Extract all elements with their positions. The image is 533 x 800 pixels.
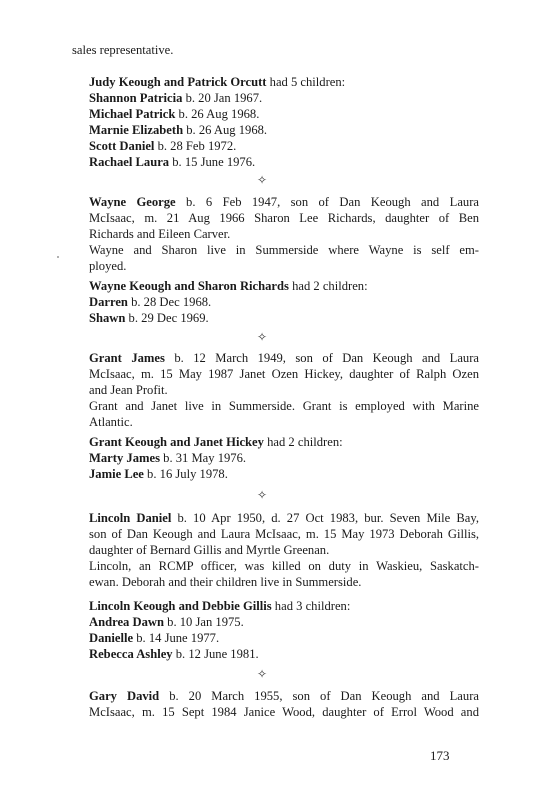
child-detail: b. 15 June 1976. bbox=[169, 155, 256, 169]
child-detail: b. 20 Jan 1967. bbox=[182, 91, 263, 105]
child-name: Marty James bbox=[89, 451, 160, 465]
child-name: Michael Patrick bbox=[89, 107, 176, 121]
child-detail: b. 14 June 1977. bbox=[133, 631, 220, 645]
bio-line: Lincoln Daniel b. 10 Apr 1950, d. 27 Oct 1983, bur. Seven Mile Bay, bbox=[89, 511, 479, 525]
parents-names: Judy Keough and Patrick Orcutt bbox=[89, 75, 267, 89]
family-heading bbox=[89, 278, 479, 294]
child-detail: b. 26 Aug 1968. bbox=[175, 107, 260, 121]
child-entry bbox=[89, 630, 479, 646]
parents-names: Lincoln Keough and Debbie Gillis bbox=[89, 599, 272, 613]
child-entry bbox=[89, 138, 479, 154]
child-name: Shannon Patricia bbox=[89, 91, 183, 105]
child-name: Rebecca Ashley bbox=[89, 647, 173, 661]
separator-ornament-icon: ✧ bbox=[257, 173, 268, 187]
family-heading bbox=[89, 434, 479, 450]
separator-ornament-icon: ✧ bbox=[257, 488, 268, 502]
child-name: Danielle bbox=[89, 631, 134, 645]
child-entry bbox=[89, 646, 479, 662]
children-count: had 5 children: bbox=[266, 75, 346, 89]
child-detail: b. 28 Dec 1968. bbox=[127, 295, 212, 309]
parents-names: Grant Keough and Janet Hickey bbox=[89, 435, 264, 449]
person-name: Lincoln Daniel bbox=[89, 511, 172, 525]
child-entry bbox=[89, 294, 479, 310]
note-line: ewan. Deborah and their children live in Summerside. bbox=[89, 575, 362, 589]
intro-text: sales representative. bbox=[72, 43, 174, 57]
bio-line: Wayne George b. 6 Feb 1947, son of Dan Keough and Laura bbox=[89, 195, 479, 209]
child-name: Rachael Laura bbox=[89, 155, 170, 169]
note-line: Grant and Janet live in Summerside. Grant is employed with Marine bbox=[89, 399, 479, 413]
person-name: Grant James bbox=[89, 351, 165, 365]
child-entry bbox=[89, 90, 479, 106]
bio-line: McIsaac, m. 15 Sept 1984 Janice Wood, daughter of Errol Wood and bbox=[89, 705, 479, 719]
page-speck bbox=[57, 256, 59, 258]
child-entry bbox=[89, 466, 479, 482]
child-name: Andrea Dawn bbox=[89, 615, 164, 629]
child-detail: b. 28 Feb 1972. bbox=[154, 139, 237, 153]
child-detail: b. 31 May 1976. bbox=[160, 451, 247, 465]
family-heading bbox=[89, 74, 479, 90]
person-name: Wayne George bbox=[89, 195, 176, 209]
separator-ornament-icon: ✧ bbox=[257, 667, 268, 681]
note-line: Wayne and Sharon live in Summerside where Wayne is self em- bbox=[89, 243, 479, 257]
child-entry bbox=[89, 450, 479, 466]
child-entry bbox=[89, 614, 479, 630]
bio-line: daughter of Bernard Gillis and Myrtle Greenan. bbox=[89, 543, 330, 557]
page-number: 173 bbox=[430, 748, 450, 763]
child-detail: b. 26 Aug 1968. bbox=[183, 123, 268, 137]
child-entry bbox=[89, 154, 479, 170]
child-name: Scott Daniel bbox=[89, 139, 155, 153]
children-count: had 3 children: bbox=[271, 599, 351, 613]
note-line: Atlantic. bbox=[89, 415, 133, 429]
bio-line: son of Dan Keough and Laura McIsaac, m. 15 May 1973 Deborah Gillis, bbox=[89, 527, 479, 541]
child-name: Marnie Elizabeth bbox=[89, 123, 184, 137]
children-count: had 2 children: bbox=[288, 279, 368, 293]
person-name: Gary David bbox=[89, 689, 160, 703]
family-heading bbox=[89, 598, 479, 614]
note-line: Lincoln, an RCMP officer, was killed on duty in Waskieu, Saskatch- bbox=[89, 559, 479, 573]
bio-line: Grant James b. 12 March 1949, son of Dan Keough and Laura bbox=[89, 351, 479, 365]
bio-line: Gary David b. 20 March 1955, son of Dan Keough and Laura bbox=[89, 689, 479, 703]
child-name: Darren bbox=[89, 295, 128, 309]
child-entry bbox=[89, 106, 479, 122]
separator-ornament-icon: ✧ bbox=[257, 330, 268, 344]
bio-line: McIsaac, m. 21 Aug 1966 Sharon Lee Richards, daughter of Ben bbox=[89, 211, 479, 225]
child-entry bbox=[89, 310, 479, 326]
child-detail: b. 16 July 1978. bbox=[143, 467, 228, 481]
bio-line: and Jean Profit. bbox=[89, 383, 168, 397]
parents-names: Wayne Keough and Sharon Richards bbox=[89, 279, 289, 293]
child-detail: b. 10 Jan 1975. bbox=[164, 615, 244, 629]
child-detail: b. 12 June 1981. bbox=[172, 647, 259, 661]
bio-line: McIsaac, m. 15 May 1987 Janet Ozen Hickey, daughter of Ralph Ozen bbox=[89, 367, 479, 381]
child-entry bbox=[89, 122, 479, 138]
child-name: Shawn bbox=[89, 311, 126, 325]
child-detail: b. 29 Dec 1969. bbox=[125, 311, 209, 325]
children-count: had 2 children: bbox=[263, 435, 343, 449]
child-name: Jamie Lee bbox=[89, 467, 144, 481]
note-line: ployed. bbox=[89, 259, 127, 273]
bio-line: Richards and Eileen Carver. bbox=[89, 227, 231, 241]
